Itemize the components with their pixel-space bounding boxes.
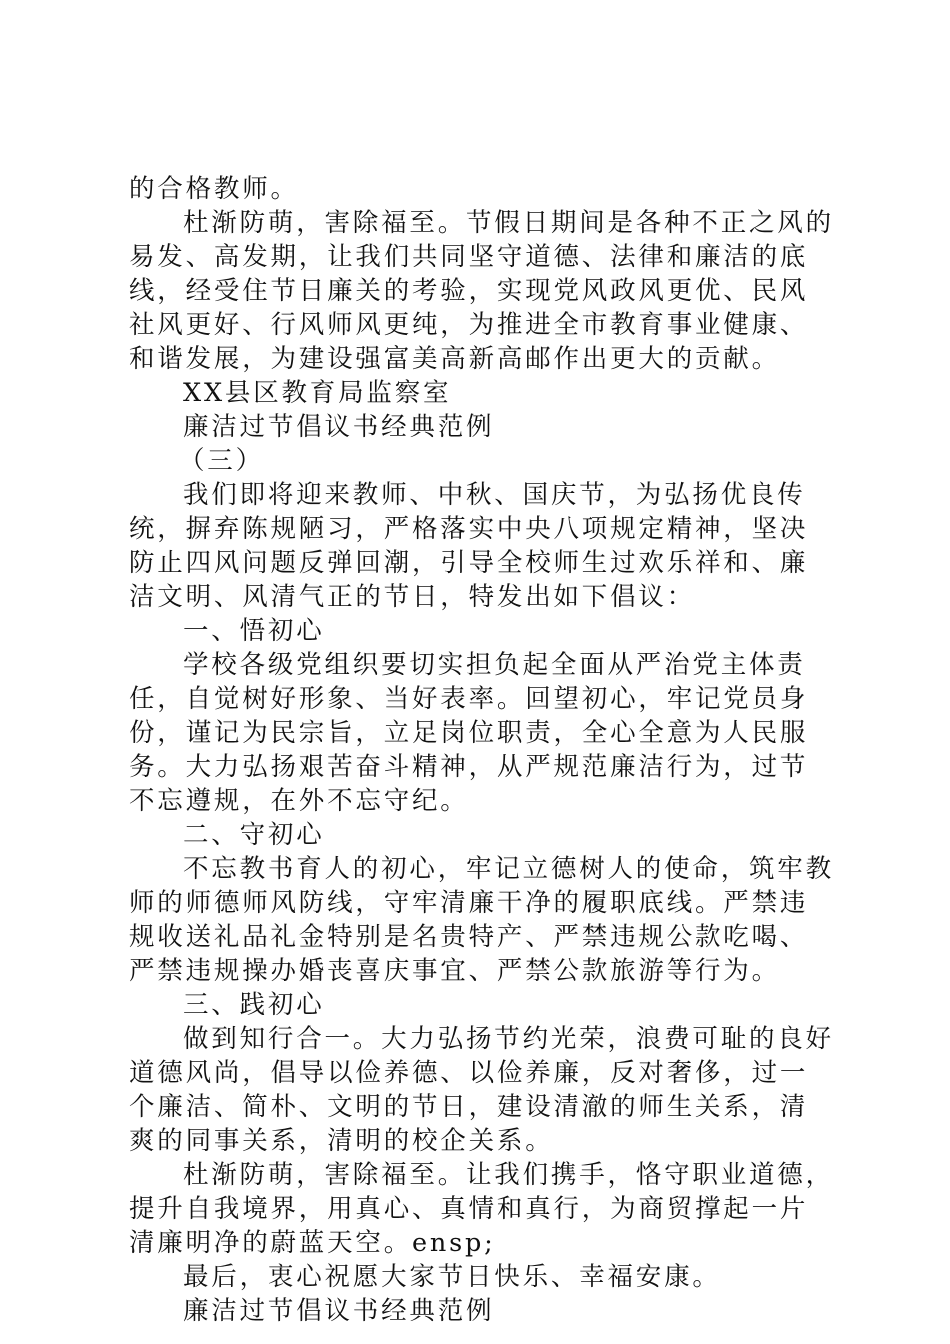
signature-line: XX县区教育局监察室 xyxy=(183,378,452,408)
paragraph: 杜渐防萌，害除福至。让我们携手，恪守职业道德，提升自我境界，用真心、真情和真行，为商贸撑起一片清廉明净的蔚蓝天空。ensp; xyxy=(129,1160,834,1258)
subheading: 三、践初心 xyxy=(183,990,325,1020)
paragraph: 做到知行合一。大力弘扬节约光荣，浪费可耻的良好道德风尚，倡导以俭养德、以俭养廉，反对奢侈，过一个廉洁、简朴、文明的节日，建设清澈的师生关系，清爽的同事关系，清明的校企关系。 xyxy=(129,1024,834,1156)
document-body xyxy=(129,172,834,1328)
subheading: 二、守初心 xyxy=(183,820,325,850)
paragraph: 学校各级党组织要切实担负起全面从严治党主体责任，自觉树好形象、当好表率。回望初心，牢记党员身份，谨记为民宗旨，立足岗位职责，全心全意为人民服务。大力弘扬艰苦奋斗精神，从严规范廉洁行为，过节不忘遵规，在外不忘守纪。 xyxy=(129,650,809,816)
subheading: 一、悟初心 xyxy=(183,616,325,646)
section-title: 廉洁过节倡议书经典范例 xyxy=(183,1296,495,1326)
section-title: 廉洁过节倡议书经典范例 xyxy=(183,412,495,442)
paragraph: 杜渐防萌，害除福至。节假日期间是各种不正之风的易发、高发期，让我们共同坚守道德、法律和廉洁的底线，经受住节日廉关的考验，实现党风政风更优、民风社风更好、行风师风更纯，为推进全市教育事业健康、和谐发展，为建设强富美高新高邮作出更大的贡献。 xyxy=(129,208,834,374)
section-number: （三） xyxy=(179,446,264,476)
paragraph: 不忘教书育人的初心，牢记立德树人的使命，筑牢教师的师德师风防线，守牢清廉干净的履职底线。严禁违规收送礼品礼金特别是名贵特产、严禁违规公款吃喝、严禁违规操办婚丧喜庆事宜、严禁公款旅游等行为。 xyxy=(129,854,834,986)
paragraph: 最后，衷心祝愿大家节日快乐、幸福安康。 xyxy=(183,1262,721,1292)
paragraph: 我们即将迎来教师、中秋、国庆节，为弘扬优良传统，摒弃陈规陋习，严格落实中央八项规定精神，坚决防止四风问题反弹回潮，引导全校师生过欢乐祥和、廉洁文明、风清气正的节日，特发出如下倡议： xyxy=(129,480,809,612)
paragraph-continuation: 的合格教师。 xyxy=(129,174,299,204)
